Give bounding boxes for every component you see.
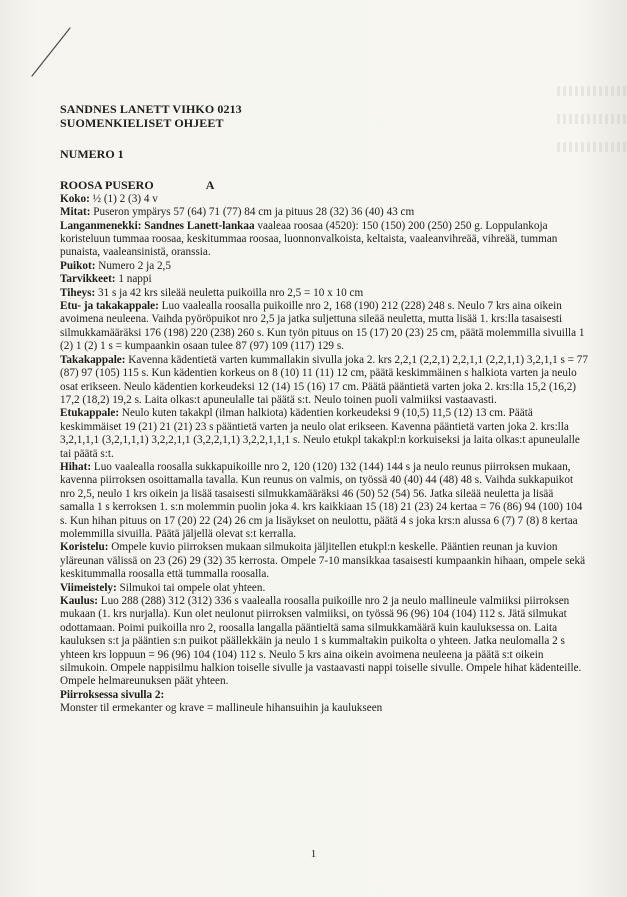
- section-label: Mitat:: [60, 206, 91, 219]
- instruction-paragraph: [60, 273, 590, 286]
- section-text: Puseron ympärys 57 (64) 71 (77) 84 cm ja pituus 28 (32) 36 (40) 43 cm: [90, 206, 415, 219]
- section-label: Piirroksessa sivulla 2:: [60, 688, 165, 701]
- section-text: Luo vaalealla roosalla puikoille nro 2, 168 (190) 212 (228) 248 s. Neulo 7 krs aina oikein avoimena neuleena. Vaihda pyöröpuikot nro 2,5 ja jatka suljettuna sileää neuletta, mutta lisää 1. krs:lla tasaisesti silmukkamääräksi 176 (198) 220 (238) 260 s. Kun työn pituus on 15 (17) 20 (23) 25 cm, päätä molemmilla sivuilla 1 (2) 1 (2) 1 s = kumpaankin osaan tulee 87 (97) 109 (117) 129 s.: [60, 300, 585, 353]
- chart-note: Monster til ermekanter og krave = mallineule hihansuihin ja kaulukseen: [60, 702, 383, 715]
- model-name: ROOSA PUSERO: [60, 178, 154, 193]
- section-text: 1 nappi: [115, 273, 152, 286]
- instruction-paragraph: [60, 582, 590, 595]
- section-label: Kaulus:: [60, 595, 98, 607]
- section-label: Tiheys:: [60, 286, 96, 299]
- section-text: Silmukoi tai ompele olat yhteen.: [116, 581, 266, 594]
- section-text: ½ (1) 2 (3) 4 v: [89, 192, 158, 205]
- instruction-paragraph: [60, 354, 590, 408]
- section-label: Langanmenekki: Sandnes Lanett-lankaa: [60, 219, 255, 232]
- instruction-paragraph: [60, 206, 590, 219]
- section-label: Etu- ja takakappale:: [60, 300, 159, 313]
- section-label: Takakappale:: [60, 353, 126, 366]
- booklet-title: SANDNES LANETT VIHKO 0213: [60, 102, 242, 116]
- instruction-paragraph: [60, 260, 590, 273]
- section-text: Neulo kuten takakpl (ilman halkiota) kädentien korkeudeksi 9 (10,5) 11,5 (12) 13 cm. Päätä keskimmäiset 19 (21) 21 (21) 23 s pääntietä varten ja neulo olat erikseen. Kavenna pääntietä varten joka 2. krs:lla 3,2,1,1,1 (3,2,1,1,1) 3,2,2,1,1 (3,2,2,1,1) 3,2,2,1,1,1 s. Neulo etukpl takakpl:n korkuiseksi ja laita olkas:t apuneulalle tai päätä s:t.: [60, 407, 580, 460]
- instruction-paragraph: [60, 541, 590, 581]
- section-text: Kavenna kädentietä varten kummallakin sivulla joka 2. krs 2,2,1 (2,2,1) 2,2,1,1 (2,2,1,1) 3,2,1,1 s = 77 (87) 97 (105) 115 s. Kun kädentien korkeus on 8 (10) 11 (11) 12 cm, päätä keskimmäinen s halkiota varten ja neulo osat erikseen. Neulo kädentien korkeudeksi 12 (14) 15 (16) 17 cm. Päätä pääntietä varten joka 2. krs:lla 15,2 (16,2) 17,2 (18,2) 19,2 s. Laita olkas:t apuneulalle tai päätä s:t. Neulo toinen puoli valmiiksi vastaavasti.: [60, 353, 588, 406]
- instruction-paragraph: [60, 407, 590, 461]
- section-text: Ompele kuvio piirroksen mukaan silmukoita jäljitellen etukpl:n keskelle. Pääntien reunan ja kuvion yläreunan välissä on 23 (26) 29 (32) 35 kerrosta. Ompele 7-10 mansikkaa tasaisesti kumpaankin hihaan, ompele sekä keskitummalla roosalla että tummalla roosalla.: [60, 541, 586, 581]
- section-label: Viimeistely:: [60, 581, 117, 594]
- instruction-paragraph: [60, 595, 590, 689]
- booklet-subtitle: SUOMENKIELISET OHJEET: [60, 116, 224, 130]
- section-label: Hihat:: [60, 460, 92, 473]
- instruction-paragraph: [60, 300, 590, 354]
- pen-stroke-mark: [24, 22, 84, 82]
- model-heading: [60, 179, 590, 192]
- model-code: A: [205, 178, 215, 193]
- section-label: Koristelu:: [60, 541, 109, 554]
- instruction-paragraph: [60, 193, 590, 206]
- instruction-paragraph: [60, 287, 590, 300]
- section-label: Puikot:: [60, 259, 96, 272]
- instruction-paragraph: [60, 220, 590, 260]
- section-text: vaaleaa roosaa (4520): 150 (150) 200 (250) 250 g. Loppulankoja koristeluun tummaa roosaa, keskitummaa roosaa, luonnonvalkoista, keltaista, vaaleanvihreää, vihreää, tumman punaista, vaaleansinistä, oranssia.: [60, 219, 558, 259]
- section-text: Luo vaalealla roosalla sukkapuikoille nro 2, 120 (120) 132 (144) 144 s ja neulo reunus piirroksen mukaan, kavenna piirroksen osoittamalla tavalla. Kun reunus on valmis, on työssä 40 (40) 44 (48) 48 s. Vaihda sukkapuikot nro 2,5, neulo 1 krs oikein ja lisää tasaisesti silmukkamääräksi 46 (50) 52 (54) 56. Jatka sileää neuletta ja lisää samalla 1 s kerroksen 1. s:n molemmin puolin joka 4. krs kaikkiaan 15 (18) 21 (23) 24 kertaa = 76 (86) 94 (100) 104 s. Kun hihan pituus on 17 (20) 22 (24) 26 cm ja lisäykset on neulottu, päätä 4 s joka krs:n alussa 6 (7) 7 (8) 8 kertaa molemmilla sivuilla. Päätä jäljellä olevat s:t kerralla.: [60, 460, 583, 540]
- section-text: Numero 2 ja 2,5: [95, 259, 171, 272]
- instruction-sections: [60, 193, 590, 702]
- section-label: Koko:: [60, 192, 90, 205]
- pattern-number: NUMERO 1: [60, 147, 124, 161]
- instruction-paragraph: [60, 461, 590, 541]
- section-text: Luo 288 (288) 312 (312) 336 s vaalealla roosalla puikoille nro 2 ja neulo mallineule valmiiksi piirroksen mukaan (1. krs nurjalla). Kun olet neulonut piirroksen valmiiksi, on työssä 96 (96) 104 (104) 112 s. Jätä silmukat odottamaan. Poimi puikoilla nro 2, roosalla langalla pääntieltä sama silmukkamäärä kuin kauluksessa on. Laita kauluksen s:t ja pääntien s:n puikot päällekkäin ja neulo 1 s kummaltakin puikolta o yhteen. Jatka neulomalla 2 s yhteen krs loppuun = 96 (96) 104 (104) 112 s. Neulo 5 krs aina oikein avoimena neuleena ja päätä s:t oikein silmukoin. Ompele nappisilmu halkion toiselle sivulle ja vastaavasti nappi toiselle sivulle. Ompele hihat kädenteille. Ompele helmareunuksen päät yhteen.: [60, 595, 582, 688]
- instruction-paragraph: [60, 689, 590, 702]
- section-label: Etukappale:: [60, 407, 120, 420]
- section-label: Tarvikkeet:: [60, 273, 116, 286]
- document-body: [60, 102, 590, 716]
- section-text: 31 s ja 42 krs sileää neuletta puikoilla nro 2,5 = 10 x 10 cm: [95, 286, 364, 299]
- page-number: 1: [310, 848, 317, 860]
- show-through-mark: [557, 86, 627, 96]
